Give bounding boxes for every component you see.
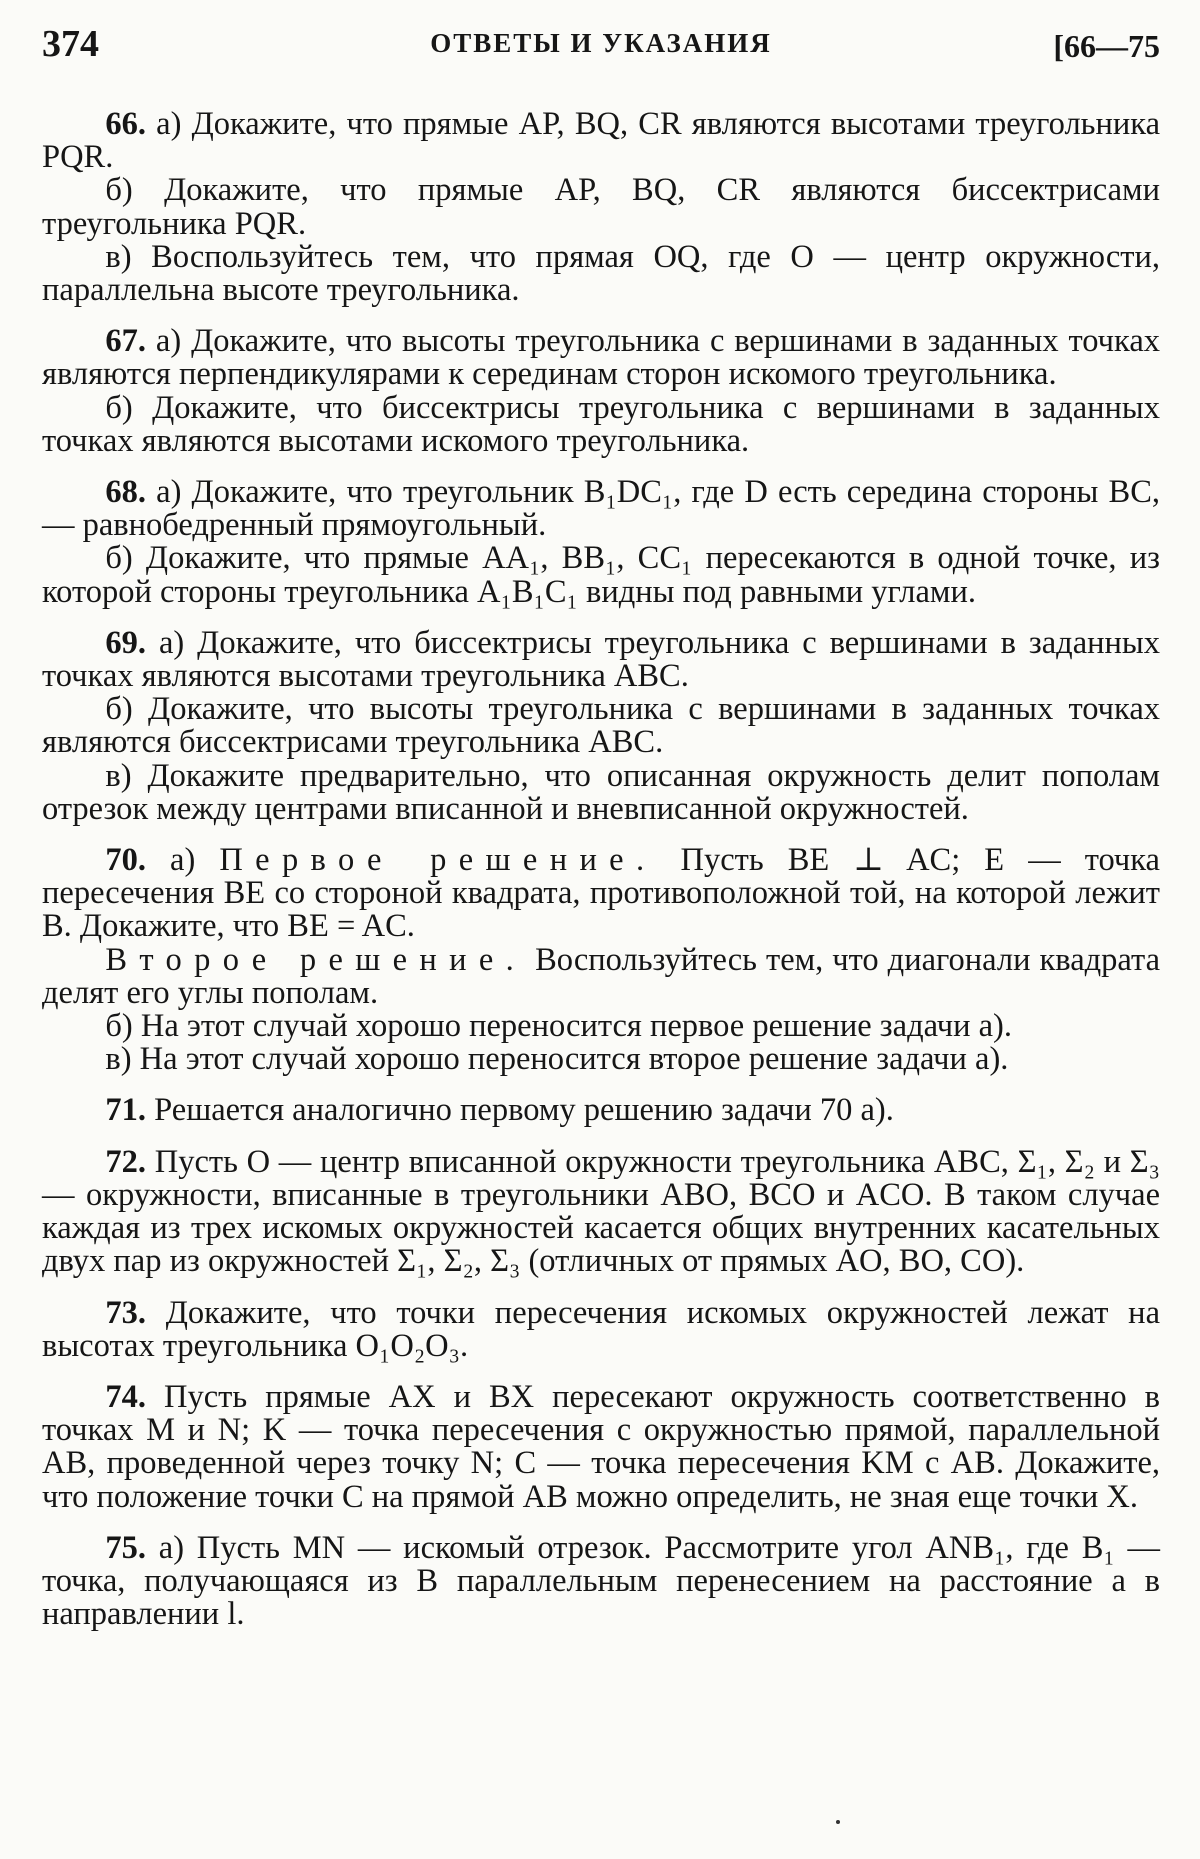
part-text: в) На этот случай хорошо переносится второе решение задачи а). xyxy=(105,1041,1009,1078)
section-title: ОТВЕТЫ И УКАЗАНИЯ xyxy=(430,28,772,58)
part-text: Пусть прямые AX и BX пересекают окружность соответственно в точках M и N; K — точка пересечения с окружностью прямой, параллельной AB, проведенной через точку N; C — точка пересечения KM с AB. Докажите, что положение точки C на прямой AB можно определить, не зная еще точки X. xyxy=(42,1378,1161,1515)
problem-73 xyxy=(42,1294,1161,1364)
problem-number: 73. xyxy=(105,1294,146,1331)
problem-part xyxy=(42,174,1160,240)
problem-number: 68. xyxy=(105,474,146,511)
problem-71 xyxy=(42,1094,1160,1127)
problem-69 xyxy=(42,624,1160,827)
problem-part xyxy=(42,1094,1160,1127)
part-text: Решается аналогично первому решению задачи 70 а). xyxy=(154,1092,894,1129)
answers-list xyxy=(42,108,1160,1631)
problem-number: 66. xyxy=(105,106,146,142)
part-text: б) Докажите, что биссектрисы треугольника с вершинами в заданных точках являются высотами искомого треугольника. xyxy=(42,389,1160,459)
page-number: 374 xyxy=(42,23,99,65)
running-header xyxy=(42,22,1160,82)
problem-part xyxy=(42,693,1160,759)
problem-number: 75. xyxy=(105,1529,146,1566)
problem-part xyxy=(42,1043,1160,1076)
problem-part xyxy=(42,624,1160,695)
problem-part xyxy=(42,1010,1160,1043)
part-text: Докажите, что точки пересечения искомых окружностей лежат на высотах треугольника O₁O₂O₃. xyxy=(42,1294,1161,1364)
part-text: Пусть BE ⊥ AC; E — точка пересечения BE со стороной квадрата, противоположной той, на которой лежит B. Докажите, что BE = AC. xyxy=(42,842,1160,945)
part-text: б) Докажите, что прямые AP, BQ, CR являются биссектрисами треугольника PQR. xyxy=(42,172,1160,242)
problem-68 xyxy=(42,476,1160,609)
problem-67 xyxy=(42,325,1160,458)
part-text: а) Докажите, что высоты треугольника с вершинами в заданных точках являются перпендикулярами к серединам сторон искомого треугольника. xyxy=(42,323,1161,393)
spaced-heading: Второе решение. xyxy=(105,941,527,978)
problem-75 xyxy=(42,1529,1160,1633)
problem-part xyxy=(42,389,1160,459)
problem-range: [66—75 xyxy=(1053,28,1160,64)
problem-number: 71. xyxy=(105,1092,146,1129)
problem-part xyxy=(42,1529,1160,1633)
part-lead: а) xyxy=(170,842,220,879)
problem-70 xyxy=(42,844,1160,1076)
part-text: Пусть O — центр вписанной окружности треугольника ABC, Σ₁, Σ₂ и Σ₃ — окружности, вписанные в треугольники ABO, BCO и ACO. В таком случае каждая из трех искомых окружностей касается общих внутренних касательных двух пар из окружностей Σ₁, Σ₂, Σ₃ (отличных от прямых AO, BO, CO). xyxy=(42,1143,1160,1280)
problem-part xyxy=(42,1378,1161,1515)
part-text: а) Докажите, что прямые AP, BQ, CR являются высотами треугольника PQR. xyxy=(42,106,1160,176)
problem-part xyxy=(42,1294,1161,1364)
problem-number: 69. xyxy=(105,624,146,661)
print-speck xyxy=(836,1820,840,1824)
problem-number: 67. xyxy=(105,323,146,360)
part-text: в) Воспользуйтесь тем, что прямая OQ, где O — центр окружности, параллельна высоте треугольника. xyxy=(42,238,1160,309)
part-text: а) Пусть MN — искомый отрезок. Рассмотрите угол ANB₁, где B₁ — точка, получающаяся из B параллельным перенесением на расстояние a в направлении l. xyxy=(42,1529,1160,1633)
part-text: а) Докажите, что биссектрисы треугольника с вершинами в заданных точках являются высотами треугольника ABC. xyxy=(42,624,1160,695)
part-text: в) Докажите предварительно, что описанная окружность делит пополам отрезок между центрами вписанной и вневписанной окружностей. xyxy=(42,757,1160,827)
part-text: б) Докажите, что высоты треугольника с вершинами в заданных точках являются биссектрисами треугольника ABC. xyxy=(42,691,1160,761)
spaced-heading: Первое решение. xyxy=(219,842,657,879)
problem-number: 70. xyxy=(105,842,146,879)
problem-74 xyxy=(42,1378,1161,1515)
problem-part xyxy=(42,1143,1160,1280)
part-text: б) Докажите, что прямые AA₁, BB₁, CC₁ пересекаются в одной точке, из которой стороны треугольника A₁B₁C₁ видны под равными углами. xyxy=(42,540,1160,610)
problem-part xyxy=(42,542,1160,608)
problem-part xyxy=(42,757,1160,827)
problem-part xyxy=(42,108,1160,174)
problem-part xyxy=(42,844,1160,944)
problem-number: 72. xyxy=(105,1143,146,1180)
part-text: Воспользуйтесь тем, что диагонали квадрата делят его углы пополам. xyxy=(42,941,1161,1011)
problem-part xyxy=(42,238,1160,309)
problem-72 xyxy=(42,1143,1160,1280)
part-text: а) Докажите, что треугольник B₁DC₁, где D есть середина стороны BC,— равнобедренный прямоугольный. xyxy=(42,474,1161,544)
problem-66 xyxy=(42,108,1160,307)
problem-part xyxy=(42,476,1160,542)
problem-part xyxy=(42,941,1161,1011)
problem-part xyxy=(42,325,1160,391)
part-text: б) На этот случай хорошо переносится первое решение задачи а). xyxy=(105,1008,1012,1045)
problem-number: 74. xyxy=(105,1378,146,1415)
